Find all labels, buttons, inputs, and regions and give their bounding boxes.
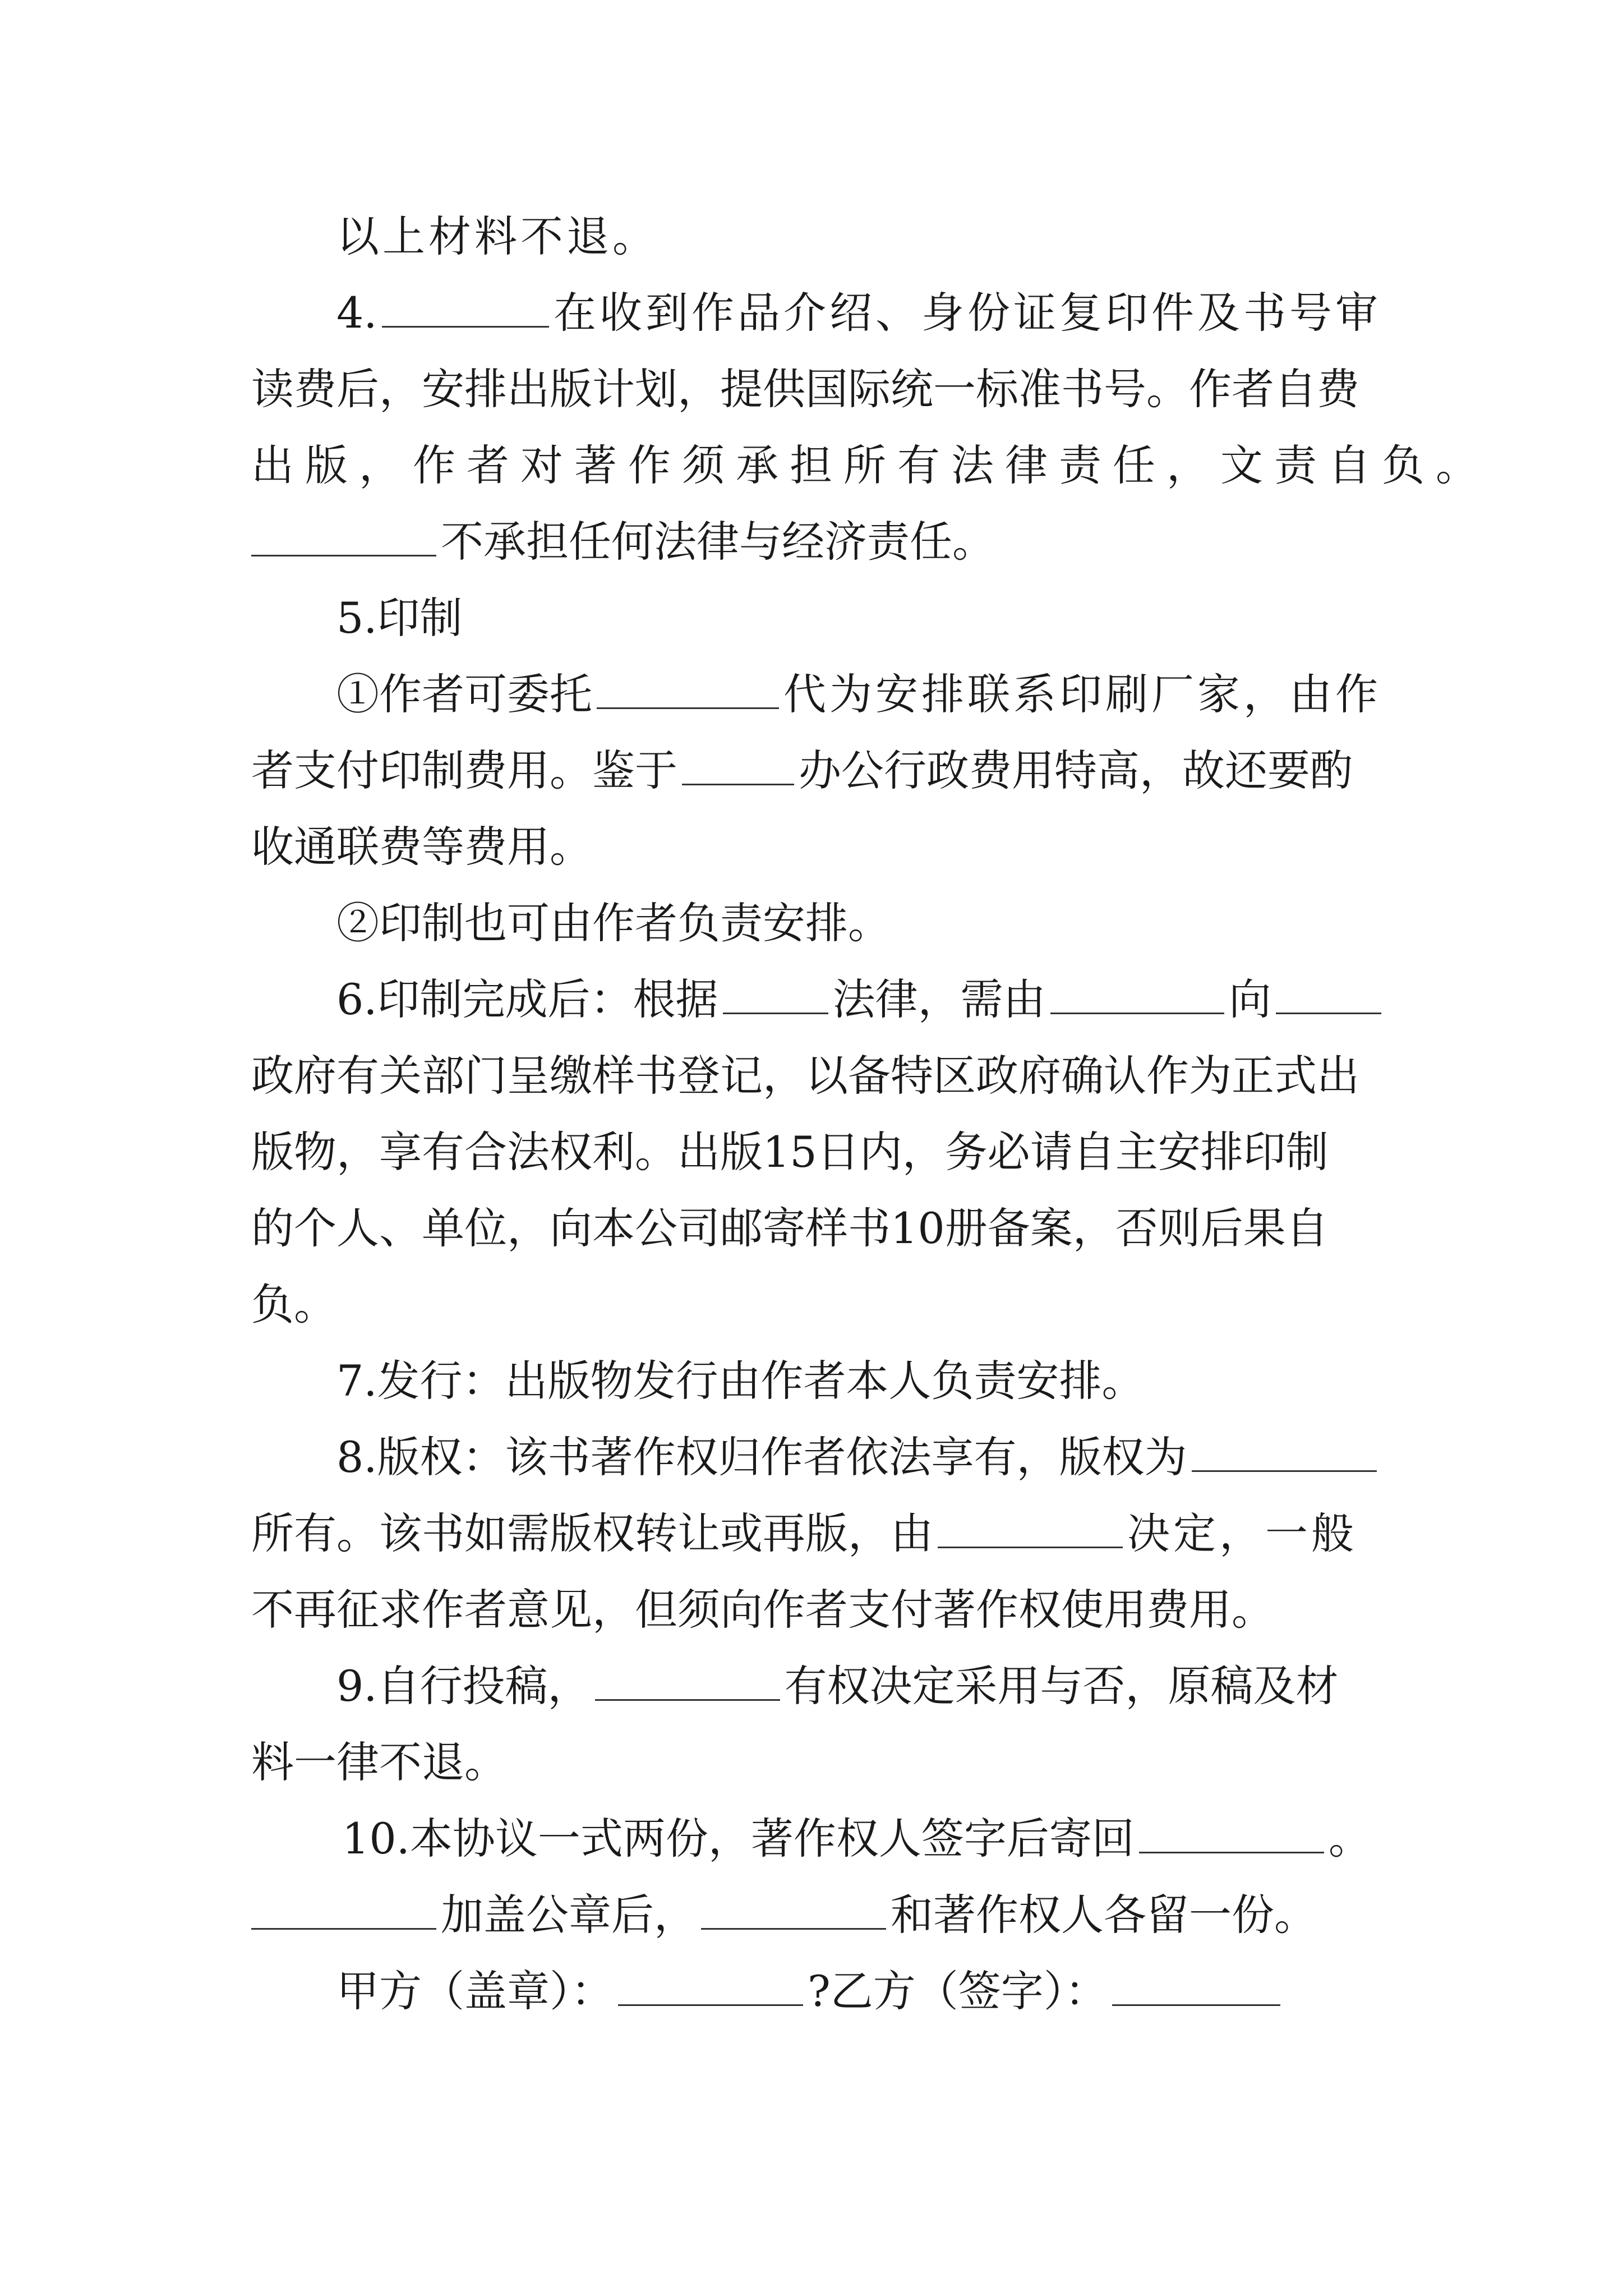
paragraph-line [251, 1582, 1381, 1638]
text: 4. [336, 288, 377, 338]
text: 办公行政费用特高，故还要酌 [799, 746, 1353, 795]
blank-line [723, 979, 828, 1014]
blank-line [251, 1894, 436, 1930]
paragraph-line [251, 1048, 1381, 1104]
blank-line [1139, 1818, 1324, 1853]
text: 以上材料不退。 [336, 211, 658, 261]
text: 。 [1328, 1814, 1371, 1864]
text: 向 [1228, 974, 1271, 1024]
text: 不再征求作者意见，但须向作者支付著作权使用费用。 [251, 1585, 1274, 1635]
paragraph-line [336, 285, 1381, 341]
blank-line [682, 750, 794, 785]
blank-line [382, 292, 549, 328]
text: 8.版权：该书著作权归作者依法享有，版权为 [336, 1432, 1187, 1482]
text: 出版，作者对著作须承担所有法律责任，文责自负。 [251, 440, 1490, 490]
section-heading [336, 590, 1381, 646]
text: 决定，一般 [1127, 1508, 1357, 1558]
text: 法律，需由 [832, 974, 1046, 1024]
party-b-blank [1112, 1971, 1280, 2006]
party-a-label: 甲方（盖章）： [336, 1966, 614, 2016]
blank-line [938, 1513, 1123, 1548]
paragraph-line [251, 1124, 1381, 1180]
text: 政府有关部门呈缴样书登记，以备特区政府确认作为正式出 [251, 1051, 1359, 1101]
text: 9.自行投稿， [336, 1661, 591, 1711]
text: 不承担任何法律与经济责任。 [441, 517, 995, 567]
text: 5.印制 [336, 593, 463, 643]
text: 在收到作品介绍、身份证复印件及书号审 [554, 288, 1381, 338]
text: 收通联费等费用。 [251, 822, 592, 872]
blank-line [1192, 1437, 1377, 1472]
paragraph-line [342, 1811, 1387, 1867]
blank-line [701, 1894, 886, 1930]
paragraph-line [251, 1734, 1381, 1791]
party-a-blank [618, 1971, 803, 2006]
paragraph-line [251, 1887, 1381, 1943]
text: 者支付印制费用。鉴于 [251, 746, 677, 795]
blank-line [595, 1665, 780, 1701]
text: 有权决定采用与否，原稿及材 [784, 1661, 1339, 1711]
paragraph-line [336, 1353, 1381, 1409]
text: ①作者可委托 [336, 669, 592, 719]
paragraph-line [336, 1658, 1381, 1714]
paragraph-line [336, 895, 1381, 951]
text: 版物，享有合法权利。出版15日内，务必请自主安排印制 [251, 1127, 1329, 1177]
paragraph-line [336, 209, 1381, 265]
blank-line [597, 674, 779, 709]
text: 加盖公章后， [441, 1890, 697, 1940]
paragraph-line [251, 1277, 1381, 1333]
paragraph-line [251, 361, 1381, 417]
text: 的个人、单位，向本公司邮寄样书10册备案，否则后果自 [251, 1203, 1329, 1253]
text: 读费后，安排出版计划，提供国际统一标准书号。作者自费 [251, 364, 1359, 414]
text: 6.印制完成后：根据 [336, 974, 718, 1024]
paragraph-line [251, 819, 1381, 875]
blank-line [1276, 979, 1381, 1014]
signature-line [336, 1963, 1381, 2019]
paragraph-line [251, 1506, 1381, 1562]
blank-line [1050, 979, 1224, 1014]
paragraph-line [336, 972, 1381, 1028]
text: 和著作权人各留一份。 [891, 1890, 1317, 1940]
paragraph-line [251, 514, 1381, 570]
text: 10.本协议一式两份，著作权人签字后寄回 [342, 1814, 1135, 1864]
text: 代为安排联系印刷厂家，由作 [783, 669, 1381, 719]
text: 料一律不退。 [251, 1737, 507, 1787]
text: 负。 [251, 1280, 336, 1329]
text: 7.发行：出版物发行由作者本人负责安排。 [336, 1356, 1145, 1406]
paragraph-line [336, 666, 1381, 723]
text: ②印制也可由作者负责安排。 [336, 898, 891, 948]
paragraph-line [336, 1429, 1381, 1485]
paragraph-line [251, 743, 1381, 799]
paragraph-line [251, 1200, 1381, 1257]
text: 所有。该书如需版权转让或再版，由 [251, 1508, 933, 1558]
party-b-label: ?乙方（签字）： [808, 1966, 1108, 2016]
blank-line [251, 521, 436, 556]
paragraph-line [251, 438, 1490, 494]
